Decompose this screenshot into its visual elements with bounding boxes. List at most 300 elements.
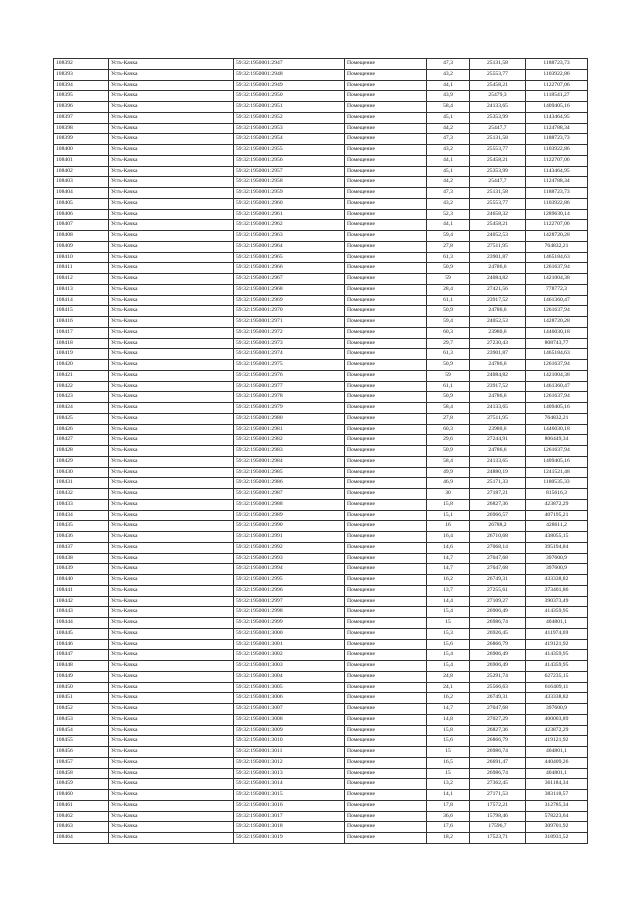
object-type-cell: Помещение xyxy=(345,338,427,349)
area-cell: 45,1 xyxy=(427,166,470,177)
table-row xyxy=(54,456,588,467)
object-type-cell: Помещение xyxy=(345,241,427,252)
cadastral-number-cell: 59:32:1950001:2999 xyxy=(234,618,345,629)
cadastral-number-cell: 59:32:1950001:2956 xyxy=(234,155,345,166)
table-row xyxy=(54,542,588,553)
cadastral-number-cell: 59:32:1950001:2970 xyxy=(234,306,345,317)
row-number-cell: 108464 xyxy=(54,833,109,844)
object-type-cell: Помещение xyxy=(345,510,427,521)
settlement-cell: Усть-Качка xyxy=(109,596,234,607)
area-cell: 15,8 xyxy=(427,725,470,736)
settlement-cell: Усть-Качка xyxy=(109,231,234,242)
table-row xyxy=(54,209,588,220)
object-type-cell: Помещение xyxy=(345,607,427,618)
cadastral-number-cell: 59:32:1950001:2975 xyxy=(234,360,345,371)
unit-value-cell: 26749,31 xyxy=(470,693,526,704)
row-number-cell: 108416 xyxy=(54,317,109,328)
table-row xyxy=(54,790,588,801)
object-type-cell: Помещение xyxy=(345,628,427,639)
settlement-cell: Усть-Качка xyxy=(109,381,234,392)
unit-value-cell: 27244,91 xyxy=(470,435,526,446)
table-row xyxy=(54,499,588,510)
row-number-cell: 108419 xyxy=(54,349,109,360)
area-cell: 15,6 xyxy=(427,639,470,650)
table-row xyxy=(54,274,588,285)
table-row xyxy=(54,306,588,317)
cadastral-number-cell: 59:32:1950001:2951 xyxy=(234,102,345,113)
table-row xyxy=(54,661,588,672)
row-number-cell: 108442 xyxy=(54,596,109,607)
table-row xyxy=(54,800,588,811)
row-number-cell: 108420 xyxy=(54,360,109,371)
cadastral-number-cell: 59:32:1950001:2987 xyxy=(234,489,345,500)
object-type-cell: Помещение xyxy=(345,682,427,693)
settlement-cell: Усть-Качка xyxy=(109,91,234,102)
cadastral-value-cell: 390373,49 xyxy=(526,596,588,607)
object-type-cell: Помещение xyxy=(345,446,427,457)
object-type-cell: Помещение xyxy=(345,252,427,263)
row-number-cell: 108463 xyxy=(54,822,109,833)
object-type-cell: Помещение xyxy=(345,650,427,661)
unit-value-cell: 24786,6 xyxy=(470,360,526,371)
row-number-cell: 108439 xyxy=(54,564,109,575)
area-cell: 50,9 xyxy=(427,392,470,403)
settlement-cell: Усть-Качка xyxy=(109,317,234,328)
cadastral-value-cell: 764832,21 xyxy=(526,413,588,424)
cadastral-value-cell: 1188723,73 xyxy=(526,59,588,70)
settlement-cell: Усть-Качка xyxy=(109,736,234,747)
cadastral-value-cell: 318931,52 xyxy=(526,833,588,844)
row-number-cell: 108438 xyxy=(54,553,109,564)
table-row xyxy=(54,91,588,102)
cadastral-number-cell: 59:32:1950001:2962 xyxy=(234,220,345,231)
area-cell: 36,6 xyxy=(427,811,470,822)
settlement-cell: Усть-Качка xyxy=(109,725,234,736)
row-number-cell: 108448 xyxy=(54,661,109,672)
area-cell: 15,4 xyxy=(427,661,470,672)
area-cell: 24,8 xyxy=(427,671,470,682)
row-number-cell: 108403 xyxy=(54,177,109,188)
settlement-cell: Усть-Качка xyxy=(109,607,234,618)
settlement-cell: Усть-Качка xyxy=(109,392,234,403)
table-row xyxy=(54,510,588,521)
object-type-cell: Помещение xyxy=(345,790,427,801)
settlement-cell: Усть-Качка xyxy=(109,295,234,306)
object-type-cell: Помещение xyxy=(345,198,427,209)
object-type-cell: Помещение xyxy=(345,800,427,811)
cadastral-value-cell: 1180535,33 xyxy=(526,478,588,489)
settlement-cell: Усть-Качка xyxy=(109,564,234,575)
object-type-cell: Помещение xyxy=(345,69,427,80)
row-number-cell: 108445 xyxy=(54,628,109,639)
table-row xyxy=(54,80,588,91)
object-type-cell: Помещение xyxy=(345,209,427,220)
settlement-cell: Усть-Качка xyxy=(109,542,234,553)
row-number-cell: 108409 xyxy=(54,241,109,252)
unit-value-cell: 25353,99 xyxy=(470,112,526,123)
unit-value-cell: 23917,52 xyxy=(470,381,526,392)
unit-value-cell: 26906,49 xyxy=(470,650,526,661)
row-number-cell: 108415 xyxy=(54,306,109,317)
cadastral-number-cell: 59:32:1950001:3013 xyxy=(234,768,345,779)
cadastral-number-cell: 59:32:1950001:2955 xyxy=(234,145,345,156)
area-cell: 18,2 xyxy=(427,833,470,844)
area-cell: 27,8 xyxy=(427,413,470,424)
settlement-cell: Усть-Качка xyxy=(109,424,234,435)
settlement-cell: Усть-Качка xyxy=(109,628,234,639)
object-type-cell: Помещение xyxy=(345,478,427,489)
unit-value-cell: 26827,36 xyxy=(470,725,526,736)
object-type-cell: Помещение xyxy=(345,155,427,166)
cadastral-number-cell: 59:32:1950001:2961 xyxy=(234,209,345,220)
object-type-cell: Помещение xyxy=(345,177,427,188)
area-cell: 45,1 xyxy=(427,112,470,123)
unit-value-cell: 25291,74 xyxy=(470,671,526,682)
table-row xyxy=(54,198,588,209)
table-row xyxy=(54,736,588,747)
cadastral-value-cell: 1421004,38 xyxy=(526,274,588,285)
area-cell: 14,7 xyxy=(427,564,470,575)
unit-value-cell: 25458,21 xyxy=(470,220,526,231)
object-type-cell: Помещение xyxy=(345,102,427,113)
row-number-cell: 108430 xyxy=(54,467,109,478)
row-number-cell: 108398 xyxy=(54,123,109,134)
cadastral-number-cell: 59:32:1950001:2984 xyxy=(234,456,345,467)
table-row xyxy=(54,747,588,758)
object-type-cell: Помещение xyxy=(345,317,427,328)
table-body xyxy=(54,59,588,844)
table-row xyxy=(54,155,588,166)
object-type-cell: Помещение xyxy=(345,671,427,682)
area-cell: 58,4 xyxy=(427,403,470,414)
settlement-cell: Усть-Качка xyxy=(109,145,234,156)
object-type-cell: Помещение xyxy=(345,435,427,446)
cadastral-value-cell: 1446030,18 xyxy=(526,424,588,435)
area-cell: 44,1 xyxy=(427,155,470,166)
cadastral-value-cell: 428611,2 xyxy=(526,521,588,532)
cadastral-number-cell: 59:32:1950001:3001 xyxy=(234,639,345,650)
object-type-cell: Помещение xyxy=(345,370,427,381)
row-number-cell: 108452 xyxy=(54,704,109,715)
cadastral-value-cell: 373401,86 xyxy=(526,585,588,596)
area-cell: 46,9 xyxy=(427,478,470,489)
row-number-cell: 108436 xyxy=(54,532,109,543)
object-type-cell: Помещение xyxy=(345,392,427,403)
table-row xyxy=(54,392,588,403)
area-cell: 15,8 xyxy=(427,499,470,510)
unit-value-cell: 27047,68 xyxy=(470,564,526,575)
object-type-cell: Помещение xyxy=(345,349,427,360)
cadastral-number-cell: 59:32:1950001:2988 xyxy=(234,499,345,510)
settlement-cell: Усть-Качка xyxy=(109,499,234,510)
cadastral-value-cell: 616409,11 xyxy=(526,682,588,693)
cadastral-number-cell: 59:32:1950001:2947 xyxy=(234,59,345,70)
area-cell: 59,4 xyxy=(427,231,470,242)
cadastral-number-cell: 59:32:1950001:3015 xyxy=(234,790,345,801)
settlement-cell: Усть-Качка xyxy=(109,177,234,188)
table-row xyxy=(54,59,588,70)
cadastral-number-cell: 59:32:1950001:2949 xyxy=(234,80,345,91)
cadastral-value-cell: 1465184,63 xyxy=(526,349,588,360)
unit-value-cell: 27362,45 xyxy=(470,779,526,790)
row-number-cell: 108425 xyxy=(54,413,109,424)
cadastral-value-cell: 414359,95 xyxy=(526,607,588,618)
table-row xyxy=(54,714,588,725)
row-number-cell: 108406 xyxy=(54,209,109,220)
settlement-cell: Усть-Качка xyxy=(109,811,234,822)
table-row xyxy=(54,639,588,650)
unit-value-cell: 26966,57 xyxy=(470,510,526,521)
cadastral-number-cell: 59:32:1950001:3010 xyxy=(234,736,345,747)
cadastral-number-cell: 59:32:1950001:2979 xyxy=(234,403,345,414)
cadastral-value-cell: 1261637,94 xyxy=(526,392,588,403)
cadastral-number-cell: 59:32:1950001:2958 xyxy=(234,177,345,188)
cadastral-number-cell: 59:32:1950001:2968 xyxy=(234,284,345,295)
table-row xyxy=(54,822,588,833)
table-row xyxy=(54,682,588,693)
row-number-cell: 108446 xyxy=(54,639,109,650)
cadastral-number-cell: 59:32:1950001:2993 xyxy=(234,553,345,564)
object-type-cell: Помещение xyxy=(345,381,427,392)
settlement-cell: Усть-Качка xyxy=(109,446,234,457)
table-row xyxy=(54,478,588,489)
unit-value-cell: 25479,3 xyxy=(470,91,526,102)
unit-value-cell: 25447,7 xyxy=(470,123,526,134)
object-type-cell: Помещение xyxy=(345,489,427,500)
area-cell: 13,7 xyxy=(427,585,470,596)
row-number-cell: 108393 xyxy=(54,69,109,80)
settlement-cell: Усть-Качка xyxy=(109,188,234,199)
settlement-cell: Усть-Качка xyxy=(109,403,234,414)
row-number-cell: 108443 xyxy=(54,607,109,618)
object-type-cell: Помещение xyxy=(345,704,427,715)
settlement-cell: Усть-Качка xyxy=(109,69,234,80)
row-number-cell: 108408 xyxy=(54,231,109,242)
row-number-cell: 108418 xyxy=(54,338,109,349)
area-cell: 61,3 xyxy=(427,349,470,360)
area-cell: 14,7 xyxy=(427,704,470,715)
object-type-cell: Помещение xyxy=(345,424,427,435)
object-type-cell: Помещение xyxy=(345,467,427,478)
cadastral-value-cell: 407195,21 xyxy=(526,510,588,521)
row-number-cell: 108424 xyxy=(54,403,109,414)
cadastral-value-cell: 1103922,86 xyxy=(526,69,588,80)
cadastral-number-cell: 59:32:1950001:3011 xyxy=(234,747,345,758)
unit-value-cell: 24786,6 xyxy=(470,392,526,403)
table-row xyxy=(54,381,588,392)
cadastral-number-cell: 59:32:1950001:2969 xyxy=(234,295,345,306)
cadastral-number-cell: 59:32:1950001:2973 xyxy=(234,338,345,349)
row-number-cell: 108458 xyxy=(54,768,109,779)
row-number-cell: 108455 xyxy=(54,736,109,747)
row-number-cell: 108413 xyxy=(54,284,109,295)
row-number-cell: 108440 xyxy=(54,575,109,586)
cadastral-value-cell: 312785,34 xyxy=(526,800,588,811)
cadastral-number-cell: 59:32:1950001:3004 xyxy=(234,671,345,682)
settlement-cell: Усть-Качка xyxy=(109,467,234,478)
area-cell: 30 xyxy=(427,489,470,500)
cadastral-number-cell: 59:32:1950001:3009 xyxy=(234,725,345,736)
row-number-cell: 108454 xyxy=(54,725,109,736)
settlement-cell: Усть-Качка xyxy=(109,413,234,424)
settlement-cell: Усть-Качка xyxy=(109,274,234,285)
cadastral-number-cell: 59:32:1950001:2976 xyxy=(234,370,345,381)
cadastral-number-cell: 59:32:1950001:3006 xyxy=(234,693,345,704)
area-cell: 15,4 xyxy=(427,650,470,661)
row-number-cell: 108451 xyxy=(54,693,109,704)
row-number-cell: 108401 xyxy=(54,155,109,166)
settlement-cell: Усть-Качка xyxy=(109,252,234,263)
area-cell: 44,2 xyxy=(427,123,470,134)
object-type-cell: Помещение xyxy=(345,166,427,177)
object-type-cell: Помещение xyxy=(345,768,427,779)
settlement-cell: Усть-Качка xyxy=(109,489,234,500)
cadastral-number-cell: 59:32:1950001:2997 xyxy=(234,596,345,607)
settlement-cell: Усть-Качка xyxy=(109,747,234,758)
object-type-cell: Помещение xyxy=(345,596,427,607)
object-type-cell: Помещение xyxy=(345,295,427,306)
table-row xyxy=(54,833,588,844)
object-type-cell: Помещение xyxy=(345,274,427,285)
unit-value-cell: 27109,27 xyxy=(470,596,526,607)
table-row xyxy=(54,231,588,242)
area-cell: 52,3 xyxy=(427,209,470,220)
settlement-cell: Усть-Качка xyxy=(109,263,234,274)
row-number-cell: 108450 xyxy=(54,682,109,693)
cadastral-number-cell: 59:32:1950001:2966 xyxy=(234,263,345,274)
row-number-cell: 108429 xyxy=(54,456,109,467)
area-cell: 61,1 xyxy=(427,295,470,306)
area-cell: 16 xyxy=(427,521,470,532)
unit-value-cell: 27511,95 xyxy=(470,413,526,424)
object-type-cell: Помещение xyxy=(345,736,427,747)
cadastral-number-cell: 59:32:1950001:2971 xyxy=(234,317,345,328)
row-number-cell: 108411 xyxy=(54,263,109,274)
unit-value-cell: 25353,99 xyxy=(470,166,526,177)
cadastral-number-cell: 59:32:1950001:2952 xyxy=(234,112,345,123)
area-cell: 14,6 xyxy=(427,542,470,553)
area-cell: 47,3 xyxy=(427,134,470,145)
settlement-cell: Усть-Качка xyxy=(109,714,234,725)
settlement-cell: Усть-Качка xyxy=(109,704,234,715)
table-row xyxy=(54,618,588,629)
row-number-cell: 108432 xyxy=(54,489,109,500)
area-cell: 15,6 xyxy=(427,736,470,747)
settlement-cell: Усть-Качка xyxy=(109,220,234,231)
row-number-cell: 108421 xyxy=(54,370,109,381)
unit-value-cell: 23980,6 xyxy=(470,424,526,435)
unit-value-cell: 25566,63 xyxy=(470,682,526,693)
table-row xyxy=(54,241,588,252)
settlement-cell: Усть-Качка xyxy=(109,757,234,768)
row-number-cell: 108435 xyxy=(54,521,109,532)
table-row xyxy=(54,112,588,123)
object-type-cell: Помещение xyxy=(345,532,427,543)
area-cell: 58,4 xyxy=(427,102,470,113)
object-type-cell: Помещение xyxy=(345,585,427,596)
table-row xyxy=(54,650,588,661)
table-row xyxy=(54,295,588,306)
unit-value-cell: 27187,21 xyxy=(470,489,526,500)
table-row xyxy=(54,779,588,790)
cadastral-value-cell: 1103922,86 xyxy=(526,145,588,156)
area-cell: 58,4 xyxy=(427,456,470,467)
settlement-cell: Усть-Качка xyxy=(109,198,234,209)
cadastral-number-cell: 59:32:1950001:2965 xyxy=(234,252,345,263)
area-cell: 43,2 xyxy=(427,145,470,156)
cadastral-number-cell: 59:32:1950001:2959 xyxy=(234,188,345,199)
cadastral-value-cell: 309701,92 xyxy=(526,822,588,833)
row-number-cell: 108447 xyxy=(54,650,109,661)
cadastral-value-cell: 1461360,47 xyxy=(526,295,588,306)
object-type-cell: Помещение xyxy=(345,188,427,199)
unit-value-cell: 23901,87 xyxy=(470,349,526,360)
object-type-cell: Помещение xyxy=(345,284,427,295)
unit-value-cell: 27511,95 xyxy=(470,241,526,252)
settlement-cell: Усть-Качка xyxy=(109,800,234,811)
table-row xyxy=(54,263,588,274)
area-cell: 47,3 xyxy=(427,59,470,70)
unit-value-cell: 26906,49 xyxy=(470,661,526,672)
row-number-cell: 108427 xyxy=(54,435,109,446)
area-cell: 27,8 xyxy=(427,241,470,252)
row-number-cell: 108422 xyxy=(54,381,109,392)
unit-value-cell: 26926,45 xyxy=(470,628,526,639)
cadastral-number-cell: 59:32:1950001:3016 xyxy=(234,800,345,811)
object-type-cell: Помещение xyxy=(345,822,427,833)
area-cell: 29,6 xyxy=(427,435,470,446)
table-row xyxy=(54,370,588,381)
unit-value-cell: 24880,19 xyxy=(470,467,526,478)
cadastral-value-cell: 383118,57 xyxy=(526,790,588,801)
cadastral-value-cell: 419121,92 xyxy=(526,639,588,650)
cadastral-value-cell: 815616,3 xyxy=(526,489,588,500)
cadastral-number-cell: 59:32:1950001:2950 xyxy=(234,91,345,102)
settlement-cell: Усть-Качка xyxy=(109,833,234,844)
area-cell: 16,4 xyxy=(427,532,470,543)
table-row xyxy=(54,811,588,822)
settlement-cell: Усть-Качка xyxy=(109,360,234,371)
object-type-cell: Помещение xyxy=(345,499,427,510)
area-cell: 60,3 xyxy=(427,327,470,338)
unit-value-cell: 24786,6 xyxy=(470,446,526,457)
cadastral-number-cell: 59:32:1950001:3007 xyxy=(234,704,345,715)
cadastral-number-cell: 59:32:1950001:2983 xyxy=(234,446,345,457)
cadastral-number-cell: 59:32:1950001:3005 xyxy=(234,682,345,693)
unit-value-cell: 23980,6 xyxy=(470,327,526,338)
unit-value-cell: 27255,61 xyxy=(470,585,526,596)
cadastral-number-cell: 59:32:1950001:2982 xyxy=(234,435,345,446)
area-cell: 44,1 xyxy=(427,220,470,231)
table-row xyxy=(54,424,588,435)
cadastral-number-cell: 59:32:1950001:2953 xyxy=(234,123,345,134)
object-type-cell: Помещение xyxy=(345,263,427,274)
object-type-cell: Помещение xyxy=(345,779,427,790)
cadastral-value-cell: 1188723,73 xyxy=(526,188,588,199)
table-row xyxy=(54,564,588,575)
table-row xyxy=(54,628,588,639)
cadastral-number-cell: 59:32:1950001:2989 xyxy=(234,510,345,521)
area-cell: 16,2 xyxy=(427,693,470,704)
table-row xyxy=(54,317,588,328)
row-number-cell: 108456 xyxy=(54,747,109,758)
settlement-cell: Усть-Качка xyxy=(109,456,234,467)
cadastral-value-cell: 1446030,18 xyxy=(526,327,588,338)
object-type-cell: Помещение xyxy=(345,360,427,371)
unit-value-cell: 25131,58 xyxy=(470,59,526,70)
settlement-cell: Усть-Качка xyxy=(109,284,234,295)
cadastral-value-cell: 423872,29 xyxy=(526,725,588,736)
